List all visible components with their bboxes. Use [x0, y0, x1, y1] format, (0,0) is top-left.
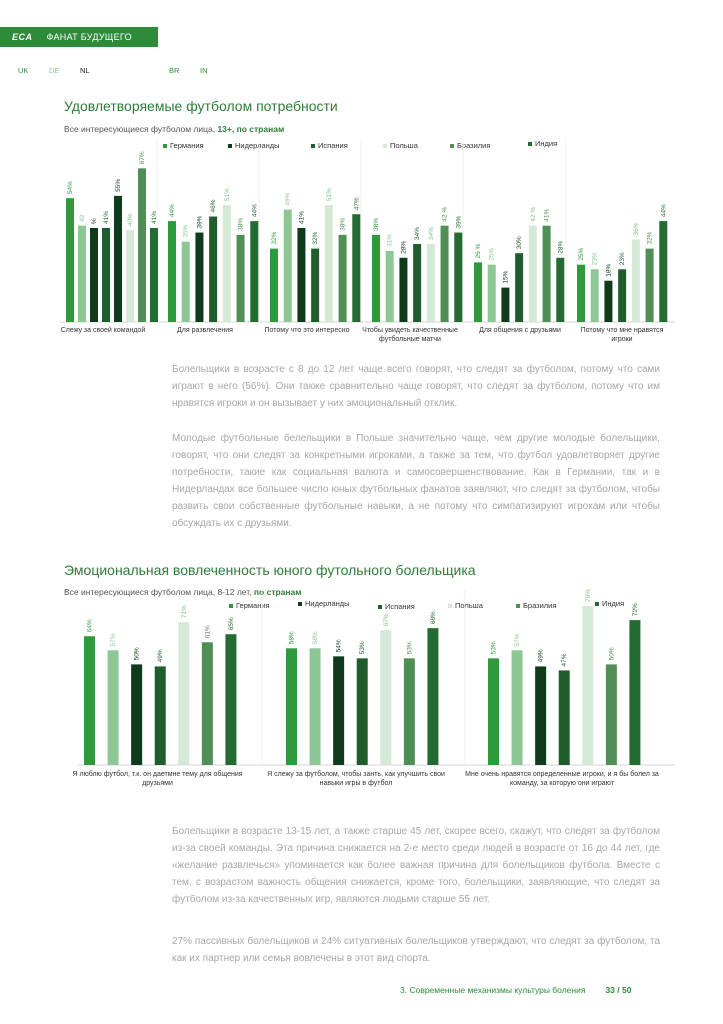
chart-data-label: 18%	[605, 263, 613, 277]
legend-label: Польша	[455, 601, 483, 610]
lang-tab-uk[interactable]: UK	[18, 66, 29, 75]
chart-data-label: 79%	[584, 589, 592, 603]
chart-data-label: 31%	[386, 233, 394, 247]
chart-data-label: 47%	[561, 653, 569, 667]
paragraph-2: Молодые футбольные белельщики в Польше значительно чаще, чем другие молодые болельщики, говорят, что они следят за конкретными игроками, а также за тем, что футбол удовлетворяет другие потребности, такие как социальная валюта и самосовершенствование. Как в Германии, так и в Нидерландах все большее число юных футбольных фанатов заявляют, что следят за футболом, чтобы развить свои собственные футбольные навыки, а не потому что симпатизируют игрокам или чтобы обсуждать их с друзьями.	[172, 433, 660, 529]
chart-data-label: 23%	[591, 252, 599, 266]
chart-bar	[131, 664, 142, 765]
chart-data-label: 44%	[169, 204, 176, 218]
chart-bar	[404, 658, 415, 765]
legend-label: Бразилия	[457, 141, 491, 150]
chart-bar	[202, 642, 213, 765]
chart-bar	[427, 628, 438, 765]
chart-data-label: 39%	[455, 215, 463, 229]
chart-bar	[559, 670, 570, 765]
chart-data-label: 61%	[204, 625, 212, 639]
chart-data-label: 38%	[373, 217, 380, 231]
legend-label: Нидерланды	[305, 599, 350, 608]
chart-data-label: 50%	[608, 647, 616, 661]
paragraph-1: Болельщики в возрасте с 8 до 12 лет чаще всего говорят, что следят за футболом, потому что сами играют в него (56%). Они также сравнительно чаще говорят, что следят за футболом, потому что им нравятся игроки и он вызывает у них эмоциональный отклик.	[172, 364, 660, 409]
header-title: ФАНАТ БУДУЩЕГО	[46, 32, 132, 42]
chart-data-label: 42 %	[529, 206, 537, 222]
chart-data-label: 47%	[353, 197, 361, 211]
chart-data-label: 49%	[157, 649, 165, 663]
section1-title: Удовлетворяемые футболом потребности	[64, 98, 338, 114]
chart-data-label: 34%	[414, 227, 422, 241]
chart-data-label: 55%	[115, 178, 122, 192]
footer	[400, 985, 631, 995]
chart-data-label: 68%	[429, 611, 437, 625]
chart-data-label: 32%	[646, 231, 654, 245]
section1-subtitle-bold: 13+, по странам	[217, 124, 285, 134]
chart-data-label: 39%	[196, 215, 204, 229]
chart-data-label: 53%	[406, 641, 414, 655]
chart1-category-label: Для общения с друзьями	[479, 327, 561, 334]
chart-data-label: 42 %	[441, 206, 449, 222]
chart-data-label: 49%	[284, 192, 292, 206]
chart-data-label: 41%	[543, 208, 551, 222]
legend-label: Индия	[602, 599, 625, 608]
chart-data-label: 32%	[271, 231, 278, 245]
chart-bar	[310, 648, 321, 765]
chart-bar	[225, 634, 236, 765]
chart-data-label: 38%	[237, 217, 245, 231]
chart1-category-label: Для развлечения	[177, 327, 233, 334]
chart-data-label: 25%	[488, 247, 496, 261]
section2-title: Эмоциональная вовлеченность юного футольного болельщика	[64, 562, 476, 578]
chart-data-label: 72%	[631, 603, 639, 617]
lang-tab-nl[interactable]: NL	[80, 66, 90, 75]
section2-subtitle-prefix: Все интересующиеся футболом лица, 8-12 лет,	[64, 587, 254, 597]
chart1-category-label: Чтобы увидеть качественные футбольные матчи	[362, 327, 458, 343]
legend-label: Германия	[170, 141, 204, 150]
legend-label: Индия	[535, 139, 558, 148]
legend-label: Германия	[236, 601, 270, 610]
chart-bar	[357, 658, 368, 765]
chart-data-label: 23%	[619, 252, 627, 266]
chart-bar	[286, 648, 297, 765]
lang-tab-in[interactable]: IN	[200, 66, 208, 75]
chart-data-label: 40%	[127, 213, 134, 227]
chart-bar	[582, 606, 593, 765]
chart-data-label: %	[91, 218, 98, 224]
chart-bar	[629, 620, 640, 765]
paragraph-4: 27% пассивных болельщиков и 24% ситуативных болельщиков утверждают, что следят за футболом, та как их партнер или семья вовлечены в этот вид спорта.	[172, 936, 660, 964]
chart-data-label: 51%	[223, 188, 231, 202]
chart-data-label: 28%	[557, 240, 565, 254]
chart-data-label: 28%	[400, 240, 408, 254]
chart-data-label: 53%	[490, 641, 498, 655]
chart1-category-label: Слежу за своей командой	[60, 327, 146, 334]
chart-data-label: 54%	[67, 181, 74, 195]
chart-bar	[178, 622, 189, 765]
chart-bar	[333, 656, 344, 765]
chart1-category-label: Потому что мне нравятся игроки	[580, 327, 664, 343]
chart-data-label: 51%	[325, 188, 333, 202]
chart-data-label: 44%	[251, 204, 259, 218]
chart-data-label: 67%	[139, 151, 146, 165]
legend-label: Испания	[318, 141, 348, 150]
chart-bar	[380, 630, 391, 765]
chart-data-label: 41%	[298, 210, 306, 224]
legend-label: Испания	[385, 602, 415, 611]
footer-chapter: 3. Современные механизмы культуры боления	[400, 985, 586, 995]
chart-data-label: 35%	[182, 224, 190, 238]
chart-data-label: 54%	[335, 639, 343, 653]
chart-bar	[155, 666, 166, 765]
chart-data-label: 41%	[103, 210, 110, 224]
chart-data-label: 15%	[502, 270, 510, 284]
chart2-category-label: Я люблю футбол, т.к. он даетмне тему для общения друзьями	[72, 771, 243, 787]
chart-data-label: 49%	[537, 649, 545, 663]
chart-data-label: 65%	[227, 617, 235, 631]
chart-data-label: 30%	[516, 236, 524, 250]
page-number: 33 / 50	[605, 985, 632, 995]
chart-bar	[108, 650, 119, 765]
chart-data-label: 41%	[151, 210, 158, 224]
chart-data-label: 53%	[359, 641, 367, 655]
paragraph-3: Болельщики в возрасте 13-15 лет, а также старше 45 лет, скорее всего, скажут, что следят за футболом из-за своей команды. Эта причина снижается на 2-е место среди людей в возрасте от 16 до 44 лет, где «желание развлечься» упоминается как более важная причина для болельщиков футбола. Вместе с тем, с возрастом важность общения снижается, кроме того, болельщики, заявляющие, что следят за футболом из-за качественных игр, являются людьми старше 55 лет.	[172, 826, 660, 905]
chart-data-label: 26 %	[475, 243, 482, 259]
chart-bar	[606, 664, 617, 765]
legend-label: Польша	[390, 141, 418, 150]
lang-tab-br[interactable]: BR	[169, 66, 180, 75]
chart-data-label: 64%	[86, 619, 94, 633]
section1-subtitle-prefix: Все интересующиеся футболом лица,	[64, 124, 218, 134]
chart-data-label: 46%	[210, 199, 218, 213]
chart-data-label: 67%	[382, 613, 390, 627]
chart-data-label: 36%	[632, 222, 640, 236]
chart-data-label: 50%	[133, 647, 141, 661]
chart-data-label: 58%	[312, 631, 320, 645]
chart-data-label: 71%	[180, 605, 188, 619]
legend-label: Бразилия	[523, 601, 557, 610]
chart2-category-label: Я слежу за футболом, чтобы занть, как улучшить свои навыки игры в футбол	[267, 771, 445, 787]
chart-data-label: 57%	[110, 633, 118, 647]
chart-data-label: 25%	[578, 247, 585, 261]
chart-data-label: 38%	[339, 217, 347, 231]
chart-data-label: 34%	[427, 227, 435, 241]
eca-logo: ECA	[12, 32, 33, 42]
chart-bar	[488, 658, 499, 765]
lang-tab-de[interactable]: DE	[49, 66, 60, 75]
chart1-category-label: Потому что это интересно	[264, 327, 350, 334]
chart-data-label: 44%	[660, 204, 668, 218]
chart2-category-label: Мне очень нравятся определенные игроки, и я бы болел за команду, за которую они играют	[465, 771, 659, 787]
chart-bar	[535, 666, 546, 765]
legend-label: Нидерланды	[235, 141, 280, 150]
chart-data-label: 58%	[288, 631, 296, 645]
chart-bar	[512, 650, 523, 765]
chart-data-label: 32%	[312, 231, 320, 245]
chart-data-label: 57%	[514, 633, 522, 647]
chart-bar	[84, 636, 95, 765]
section2-subtitle-bold: по странам	[253, 587, 302, 597]
chart-data-label: 42	[79, 214, 86, 222]
